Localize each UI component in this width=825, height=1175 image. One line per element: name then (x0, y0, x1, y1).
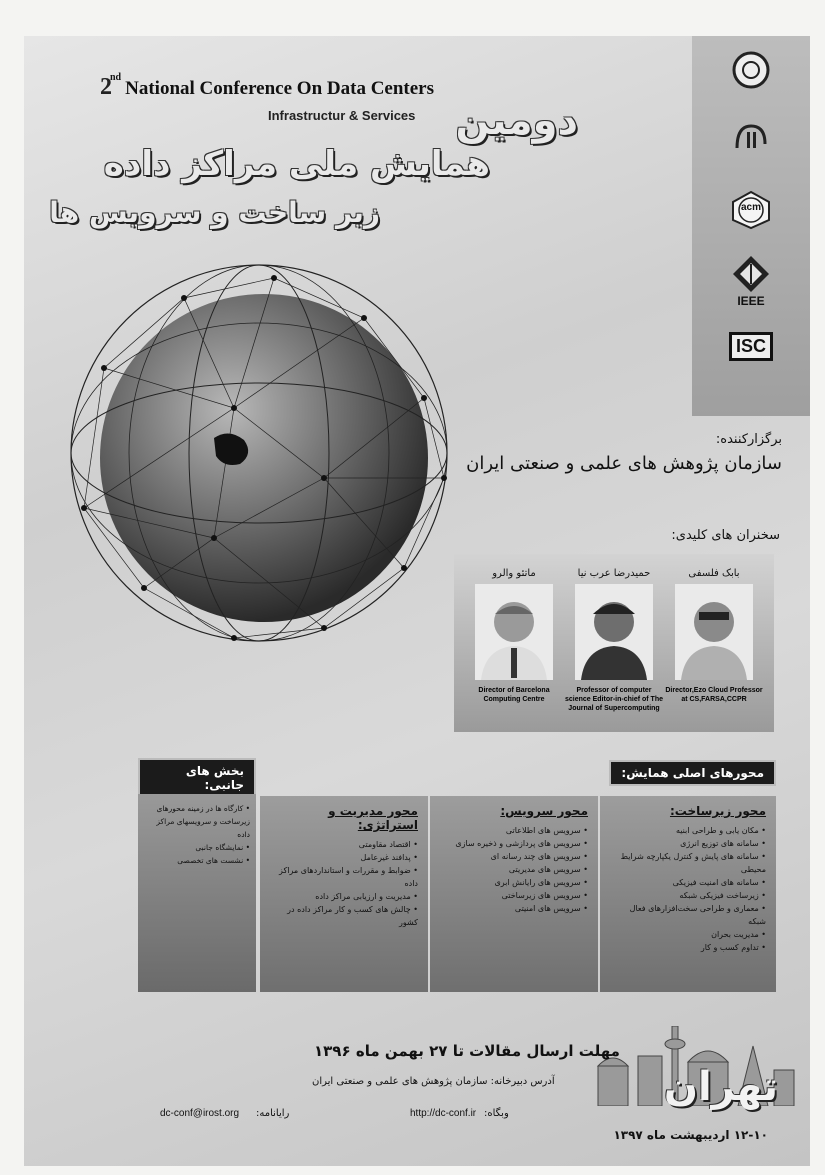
conference-poster (24, 36, 810, 1166)
keynote-speakers-label: سخنران های کلیدی: (671, 528, 780, 543)
track-item: • پدافند غیرعامل (270, 851, 418, 864)
track-item: • سرویس های رایانش ابری (440, 876, 588, 889)
track-item: • سامانه های امنیت فیزیکی (610, 876, 766, 889)
title-fa-line-1: دومین (455, 98, 578, 144)
speaker-name: ماتئو والرو (492, 568, 536, 579)
side-event-item: • نشست های تخصصی (144, 854, 250, 867)
track-item: • تداوم کسب و کار (610, 941, 766, 954)
track-item: • سرویس های امنیتی (440, 902, 588, 915)
irost-icon (731, 122, 771, 152)
track-item: • معماری و طراحی سخت‌افزارهای فعال شبکه (610, 902, 766, 928)
track-title: محور سرویس: (500, 804, 588, 818)
main-tracks-header: محورهای اصلی همایش: (609, 760, 776, 786)
track-item: • اقتصاد مقاومتی (270, 838, 418, 851)
globe-network-illustration (64, 258, 454, 648)
isc-logo (692, 332, 810, 361)
title-fa-line-2: همایش ملی مراکز داده (103, 144, 490, 184)
track-item: • ضوابط و مقررات و استانداردهای مراکز داده (270, 864, 418, 890)
speaker-name: بابک فلسفی (688, 568, 740, 579)
ordinal-suffix: nd (110, 72, 122, 83)
track-item: • مدیریت بحران (610, 928, 766, 941)
track-item: • سرویس های پردازشی و ذخیره سازی (440, 837, 588, 850)
ieee-label: IEEE (737, 294, 765, 308)
track-item: • سامانه های توزیع انرژی (610, 837, 766, 850)
keynote-speakers-panel (454, 554, 774, 732)
speaker-photo (475, 584, 553, 680)
acm-label: acm (740, 202, 761, 213)
side-events-section (138, 758, 256, 994)
side-events-list (138, 794, 256, 992)
website-link[interactable]: http://dc-conf.ir (410, 1108, 477, 1119)
speaker-photo (575, 584, 653, 680)
side-event-item: • کارگاه ها در زمینه محورهای زیرساخت و سرویسهای مراکز داده (144, 802, 250, 841)
track-service (430, 796, 598, 992)
city-name: تهران (663, 1064, 778, 1110)
speaker-card (564, 568, 664, 713)
organizer-name: سازمان پژوهش های علمی و صنعتی ایران (466, 453, 782, 474)
side-event-item: • نمایشگاه جانبی (144, 841, 250, 854)
organizer-block (466, 432, 782, 474)
ordinal-number: 2 (100, 74, 112, 100)
speaker-role: Director,Ezo Cloud Professor at CS,FARSA,CCPR (665, 687, 763, 703)
track-item: • سرویس های مدیریتی (440, 863, 588, 876)
irost-logo (692, 122, 810, 152)
track-infrastructure (600, 796, 776, 992)
speaker-photo (675, 584, 753, 680)
track-title: محور مدیریت و استراتژی: (328, 804, 418, 832)
secretariat-address: آدرس دبیرخانه: سازمان پژوهش های علمی و صنعتی ایران (312, 1076, 555, 1087)
speaker-card (464, 568, 564, 704)
track-management (260, 796, 428, 992)
track-item: • سرویس های زیرساختی (440, 889, 588, 902)
email-link[interactable]: dc-conf@irost.org (160, 1108, 240, 1119)
subtitle-en: Infrastructur & Services (268, 108, 416, 123)
event-date: ۱۲-۱۰ اردیبهشت ماه ۱۳۹۷ (613, 1128, 768, 1142)
track-item: • چالش های کسب و کار مراکز داده در کشور (270, 903, 418, 929)
speaker-card (664, 568, 764, 704)
track-item: • سرویس های چند رسانه ای (440, 850, 588, 863)
email-label: رایانامه: (256, 1108, 290, 1119)
main-tracks-section (260, 758, 776, 994)
speaker-name: حمیدرضا عرب نیا (577, 568, 651, 579)
speaker-role: Professor of computer science Editor-in-chief of The Journal of Supercomputing (564, 687, 663, 712)
organizer-label: برگزارکننده: (715, 432, 782, 447)
ieee-logo (692, 254, 810, 308)
track-item: • سامانه های پایش و کنترل یکپارچه شرایط محیطی (610, 850, 766, 876)
track-title: محور زیرساخت: (669, 804, 766, 818)
track-item: • مکان یابی و طراحی ابنیه (610, 824, 766, 837)
sponsor-logos-panel (692, 36, 810, 416)
track-item: • سرویس های اطلاعاتی (440, 824, 588, 837)
title-fa-line-3: زیر ساخت و سرویس ها (49, 196, 380, 229)
track-item: • مدیریت و ارزیابی مراکز داده (270, 890, 418, 903)
website-label: وبگاه: (484, 1108, 509, 1119)
track-item: • زیرساخت فیزیکی شبکه (610, 889, 766, 902)
emblem-logo (692, 50, 810, 90)
side-events-header: بخش های جانبی: (138, 758, 256, 798)
speaker-role: Director of Barcelona Computing Centre (478, 687, 550, 703)
acm-logo (692, 190, 810, 213)
paper-deadline: مهلت ارسال مقالات تا ۲۷ بهمن ماه ۱۳۹۶ (314, 1042, 620, 1060)
emblem-icon (731, 50, 771, 90)
conference-title-en (100, 72, 480, 101)
ieee-icon (731, 254, 771, 294)
isc-label: ISC (735, 336, 766, 356)
title-en: National Conference On Data Centers (125, 78, 435, 99)
isc-icon (729, 332, 773, 361)
